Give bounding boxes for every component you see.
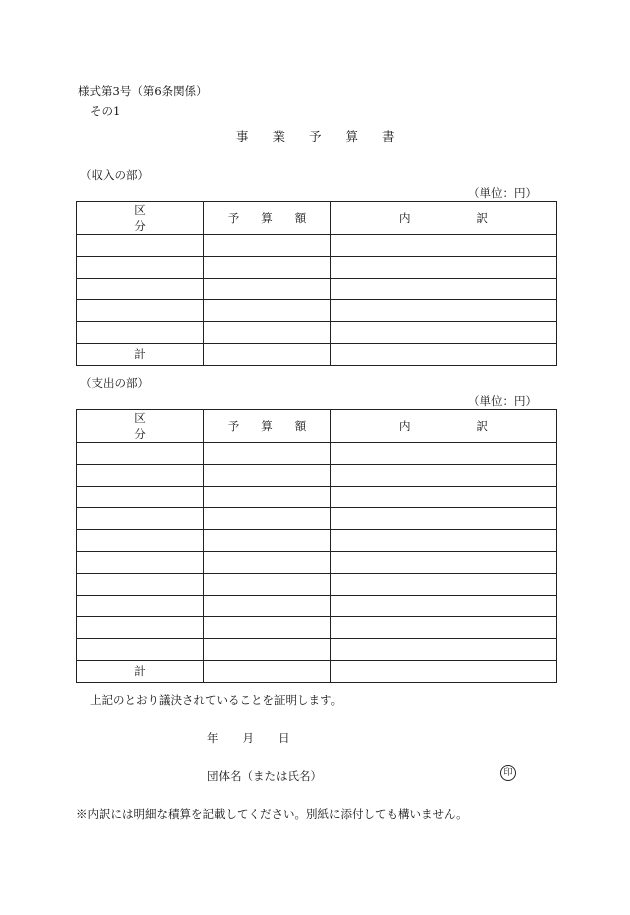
category-cell[interactable] bbox=[77, 551, 204, 573]
footnote: ※内訳には明細な積算を記載してください。別紙に添付しても構いません。 bbox=[76, 807, 468, 821]
income-total-label: 計 bbox=[77, 343, 204, 365]
category-cell[interactable] bbox=[77, 256, 204, 278]
expense-total-breakdown-cell[interactable] bbox=[331, 660, 557, 682]
table-row bbox=[77, 278, 557, 300]
income-unit-label: （単位：円） bbox=[468, 186, 537, 200]
table-row bbox=[77, 573, 557, 595]
expense-header-row bbox=[77, 410, 557, 443]
organization-name-label: 団体名（または氏名） bbox=[207, 769, 322, 783]
expense-section-label: （支出の部） bbox=[80, 376, 149, 390]
budget-amount-cell[interactable] bbox=[204, 235, 331, 257]
column-header-budget-amount: 予算額 bbox=[204, 410, 331, 443]
budget-amount-cell[interactable] bbox=[204, 617, 331, 639]
table-row bbox=[77, 235, 557, 257]
category-cell[interactable] bbox=[77, 235, 204, 257]
breakdown-cell[interactable] bbox=[331, 573, 557, 595]
sub-number: その1 bbox=[90, 104, 121, 118]
income-table bbox=[76, 201, 557, 366]
income-total-amount-cell[interactable] bbox=[204, 343, 331, 365]
breakdown-cell[interactable] bbox=[331, 235, 557, 257]
column-header-breakdown: 内訳 bbox=[331, 410, 557, 443]
budget-amount-cell[interactable] bbox=[204, 530, 331, 552]
breakdown-cell[interactable] bbox=[331, 639, 557, 661]
table-row bbox=[77, 256, 557, 278]
category-cell[interactable] bbox=[77, 464, 204, 486]
column-header-budget-amount: 予算額 bbox=[204, 202, 331, 235]
category-cell[interactable] bbox=[77, 617, 204, 639]
breakdown-cell[interactable] bbox=[331, 300, 557, 322]
budget-amount-cell[interactable] bbox=[204, 278, 331, 300]
expense-total-label: 計 bbox=[77, 660, 204, 682]
income-total-row bbox=[77, 343, 557, 365]
table-row bbox=[77, 322, 557, 344]
column-header-category: 区分 bbox=[77, 202, 204, 235]
income-total-breakdown-cell[interactable] bbox=[331, 343, 557, 365]
budget-amount-cell[interactable] bbox=[204, 486, 331, 508]
breakdown-cell[interactable] bbox=[331, 617, 557, 639]
category-cell[interactable] bbox=[77, 573, 204, 595]
budget-amount-cell[interactable] bbox=[204, 322, 331, 344]
expense-total-amount-cell[interactable] bbox=[204, 660, 331, 682]
category-cell[interactable] bbox=[77, 595, 204, 617]
category-cell[interactable] bbox=[77, 530, 204, 552]
category-cell[interactable] bbox=[77, 486, 204, 508]
breakdown-cell[interactable] bbox=[331, 278, 557, 300]
expense-table bbox=[76, 409, 557, 683]
table-row bbox=[77, 595, 557, 617]
category-cell[interactable] bbox=[77, 322, 204, 344]
seal-mark: 印 bbox=[500, 765, 516, 781]
income-section-label: （収入の部） bbox=[80, 168, 149, 182]
breakdown-cell[interactable] bbox=[331, 508, 557, 530]
table-row bbox=[77, 639, 557, 661]
table-row bbox=[77, 300, 557, 322]
breakdown-cell[interactable] bbox=[331, 530, 557, 552]
form-number: 様式第3号（第6条関係） bbox=[78, 84, 208, 98]
date-line: 年月日 bbox=[207, 731, 314, 745]
budget-amount-cell[interactable] bbox=[204, 573, 331, 595]
expense-total-row bbox=[77, 660, 557, 682]
budget-amount-cell[interactable] bbox=[204, 551, 331, 573]
category-cell[interactable] bbox=[77, 508, 204, 530]
table-row bbox=[77, 443, 557, 465]
budget-amount-cell[interactable] bbox=[204, 443, 331, 465]
budget-amount-cell[interactable] bbox=[204, 508, 331, 530]
breakdown-cell[interactable] bbox=[331, 443, 557, 465]
income-header-row bbox=[77, 202, 557, 235]
breakdown-cell[interactable] bbox=[331, 322, 557, 344]
category-cell[interactable] bbox=[77, 443, 204, 465]
table-row bbox=[77, 617, 557, 639]
budget-amount-cell[interactable] bbox=[204, 300, 331, 322]
table-row bbox=[77, 486, 557, 508]
table-row bbox=[77, 530, 557, 552]
budget-amount-cell[interactable] bbox=[204, 639, 331, 661]
certification-statement: 上記のとおり議決されていることを証明します。 bbox=[90, 693, 343, 707]
table-row bbox=[77, 508, 557, 530]
column-header-breakdown: 内訳 bbox=[331, 202, 557, 235]
column-header-category: 区分 bbox=[77, 410, 204, 443]
breakdown-cell[interactable] bbox=[331, 486, 557, 508]
budget-amount-cell[interactable] bbox=[204, 464, 331, 486]
breakdown-cell[interactable] bbox=[331, 595, 557, 617]
category-cell[interactable] bbox=[77, 639, 204, 661]
budget-amount-cell[interactable] bbox=[204, 256, 331, 278]
document-title: 事業予算書 bbox=[236, 129, 419, 144]
category-cell[interactable] bbox=[77, 278, 204, 300]
breakdown-cell[interactable] bbox=[331, 551, 557, 573]
breakdown-cell[interactable] bbox=[331, 464, 557, 486]
budget-amount-cell[interactable] bbox=[204, 595, 331, 617]
table-row bbox=[77, 551, 557, 573]
category-cell[interactable] bbox=[77, 300, 204, 322]
expense-unit-label: （単位：円） bbox=[468, 394, 537, 408]
breakdown-cell[interactable] bbox=[331, 256, 557, 278]
table-row bbox=[77, 464, 557, 486]
